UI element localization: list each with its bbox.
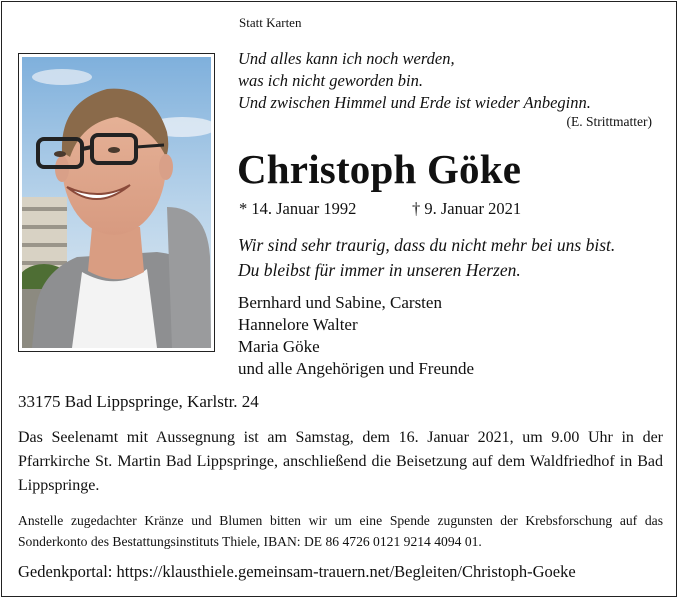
mourning-text bbox=[238, 233, 615, 283]
family-list bbox=[238, 292, 474, 380]
donation-text: Anstelle zugedachter Kränze und Blumen bitten wir um eine Spende zugunsten der Krebsforschung auf das Sonderkonto des Bestattungsinstituts Thiele, IBAN: DE 86 4726 0121 9214 4094 01. bbox=[18, 513, 663, 549]
poem-line: Und zwischen Himmel und Erde ist wieder Anbeginn. bbox=[238, 93, 591, 112]
poem-line: was ich nicht geworden bin. bbox=[238, 71, 423, 90]
deceased-name: Christoph Göke bbox=[237, 146, 522, 192]
statt-karten-label: Statt Karten bbox=[239, 15, 302, 30]
family-member: und alle Angehörigen und Freunde bbox=[238, 359, 475, 378]
mourning-line: Du bleibst für immer in unseren Herzen. bbox=[238, 260, 521, 280]
family-member: Maria Göke bbox=[238, 337, 320, 356]
poem bbox=[238, 48, 591, 114]
poem-author: (E. Strittmatter) bbox=[566, 114, 652, 129]
memorial-portal-link[interactable]: Gedenkportal: https://klausthiele.gemeinsam-trauern.net/Begleiten/Christoph-Goeke bbox=[18, 562, 576, 581]
family-member: Bernhard und Sabine, Carsten bbox=[238, 293, 442, 312]
family-member: Hannelore Walter bbox=[238, 315, 358, 334]
address: 33175 Bad Lippspringe, Karlstr. 24 bbox=[18, 392, 259, 411]
death-date: † 9. Januar 2021 bbox=[412, 199, 522, 218]
portrait-photo bbox=[18, 53, 215, 352]
poem-line: Und alles kann ich noch werden, bbox=[238, 49, 455, 68]
birth-date: * 14. Januar 1992 bbox=[239, 199, 357, 218]
portrait-image bbox=[22, 57, 211, 348]
mourning-line: Wir sind sehr traurig, dass du nicht mehr bei uns bist. bbox=[238, 235, 616, 255]
service-text: Das Seelenamt mit Aussegnung ist am Samstag, dem 16. Januar 2021, um 9.00 Uhr in der Pfarrkirche St. Martin Bad Lippspringe, anschließend die Beisetzung auf dem Waldfriedhof in Bad Lippspringe. bbox=[18, 429, 663, 494]
